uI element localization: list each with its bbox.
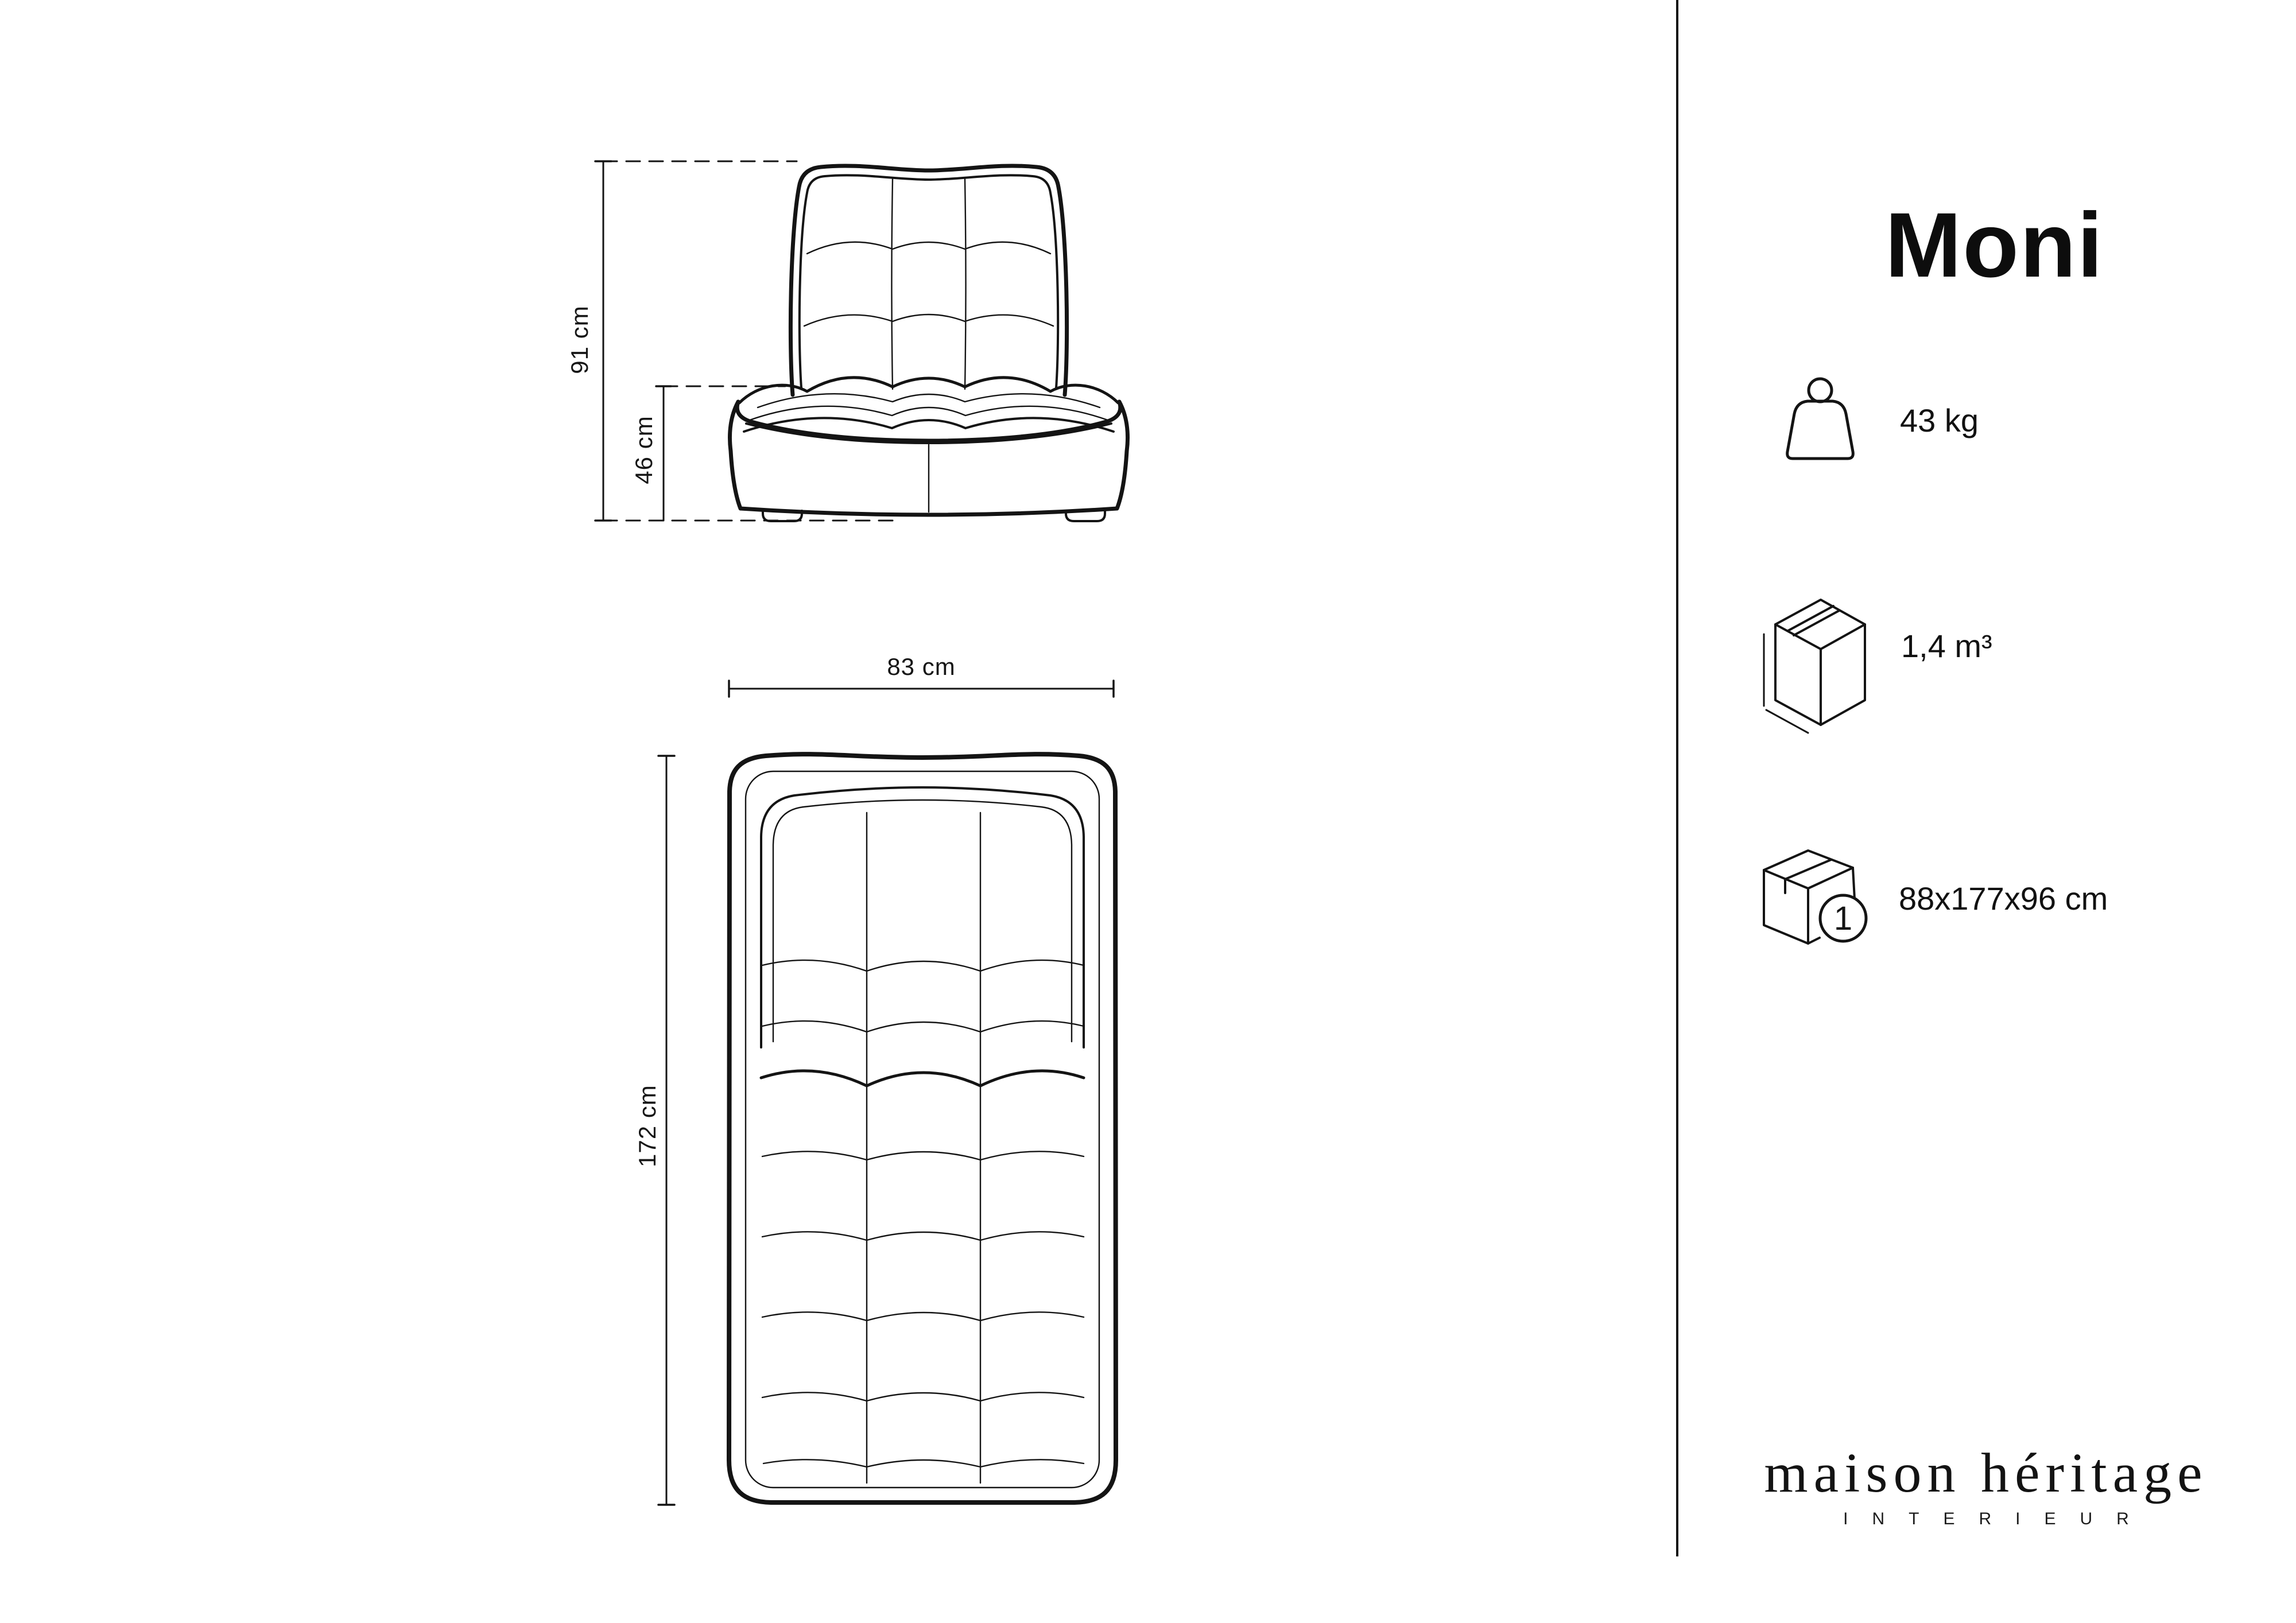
chair-front-outline (730, 166, 1128, 521)
package-count: 1 (1833, 900, 1853, 937)
front-seat-height-label: 46 cm (630, 416, 657, 484)
top-width-label: 83 cm (887, 653, 956, 680)
product-title: Moni (1885, 193, 2104, 297)
volume-value: 1,4 m³ (1901, 628, 1992, 664)
package-size-value: 88x177x96 cm (1899, 880, 2108, 917)
package-count-badge (1820, 895, 1866, 941)
weight-icon (1783, 378, 1857, 465)
top-length-label: 172 cm (634, 1085, 661, 1167)
top-width-dimension (729, 681, 1114, 697)
brand-tagline: INTERIEUR (1843, 1509, 2153, 1528)
brand-logo (1756, 1442, 2216, 1528)
package-box-icon (1751, 845, 1874, 957)
weight-value: 43 kg (1900, 402, 1979, 438)
vertical-divider (1676, 0, 1678, 1556)
top-view-drawing (620, 643, 1159, 1550)
box-volume-icon (1754, 594, 1874, 737)
front-view-drawing (540, 132, 1205, 557)
front-seat-height-dimension (656, 386, 785, 521)
chair-top-outline (729, 754, 1116, 1502)
top-length-dimension (658, 756, 674, 1505)
brand-name: maison héritage (1764, 1442, 2208, 1504)
front-height-label: 91 cm (566, 305, 593, 374)
